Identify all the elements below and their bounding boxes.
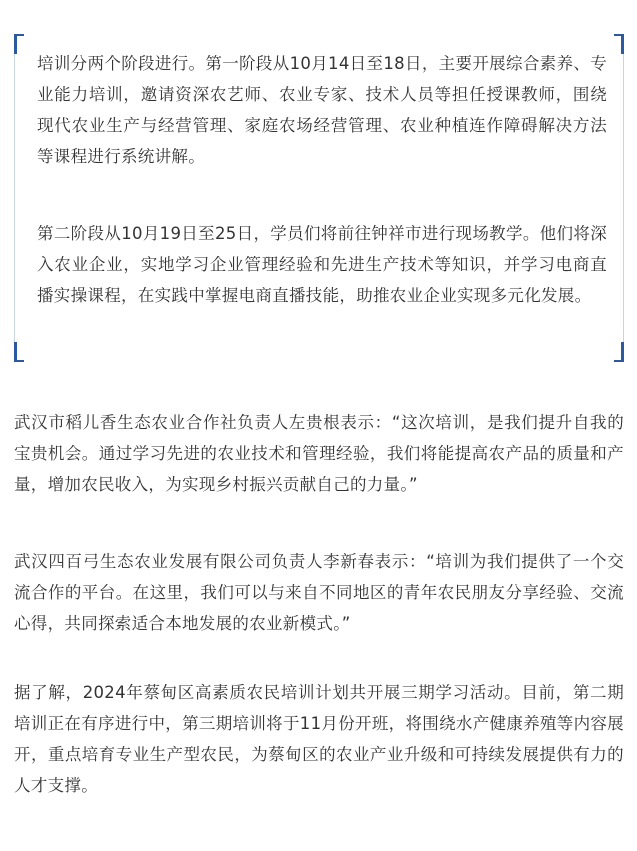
callout-corner-bottom-right: [614, 342, 624, 362]
article-paragraph-quote-zuo: 武汉市稻儿香生态农业合作社负责人左贵根表示：“这次培训，是我们提升自我的宝贵机会。通过学习先进的农业技术和管理经验，我们将能提高农产品的质量和产量，增加农民收入，为实现乡村振兴贡献自己的力量。”: [14, 413, 624, 494]
callout-paragraph-stage-one: 培训分两个阶段进行。第一阶段从10月14日至18日，主要开展综合素养、专业能力培训，邀请资深农艺师、农业专家、技术人员等担任授课教师，围绕现代农业生产与经营管理、家庭农场经营管理、农业种植连作障碍解决方法等课程进行系统讲解。: [37, 54, 607, 166]
callout-corner-bottom-left: [14, 342, 24, 362]
article-paragraph-quote-li: 武汉四百弓生态农业发展有限公司负责人李新春表示：“培训为我们提供了一个交流合作的平台。在这里，我们可以与来自不同地区的青年农民朋友分享经验、交流心得，共同探索适合本地发展的农业新模式。”: [14, 552, 624, 633]
callout-paragraph-stage-two: 第二阶段从10月19日至25日，学员们将前往钟祥市进行现场教学。他们将深入农业企业，实地学习企业管理经验和先进生产技术等知识，并学习电商直播实操课程，在实践中掌握电商直播技能，助推农业企业实现多元化发展。: [37, 224, 607, 305]
training-stages-callout: [14, 34, 624, 362]
article-paragraph-plan-summary: 据了解，2024年蔡甸区高素质农民培训计划共开展三期学习活动。目前，第二期培训正在有序进行中，第三期培训将于11月份开班，将围绕水产健康养殖等内容展开，重点培育专业生产型农民，为蔡甸区的农业产业升级和可持续发展提供有力的人才支撑。: [14, 683, 624, 795]
callout-corner-top-left: [14, 34, 24, 54]
callout-corner-top-right: [614, 34, 624, 54]
